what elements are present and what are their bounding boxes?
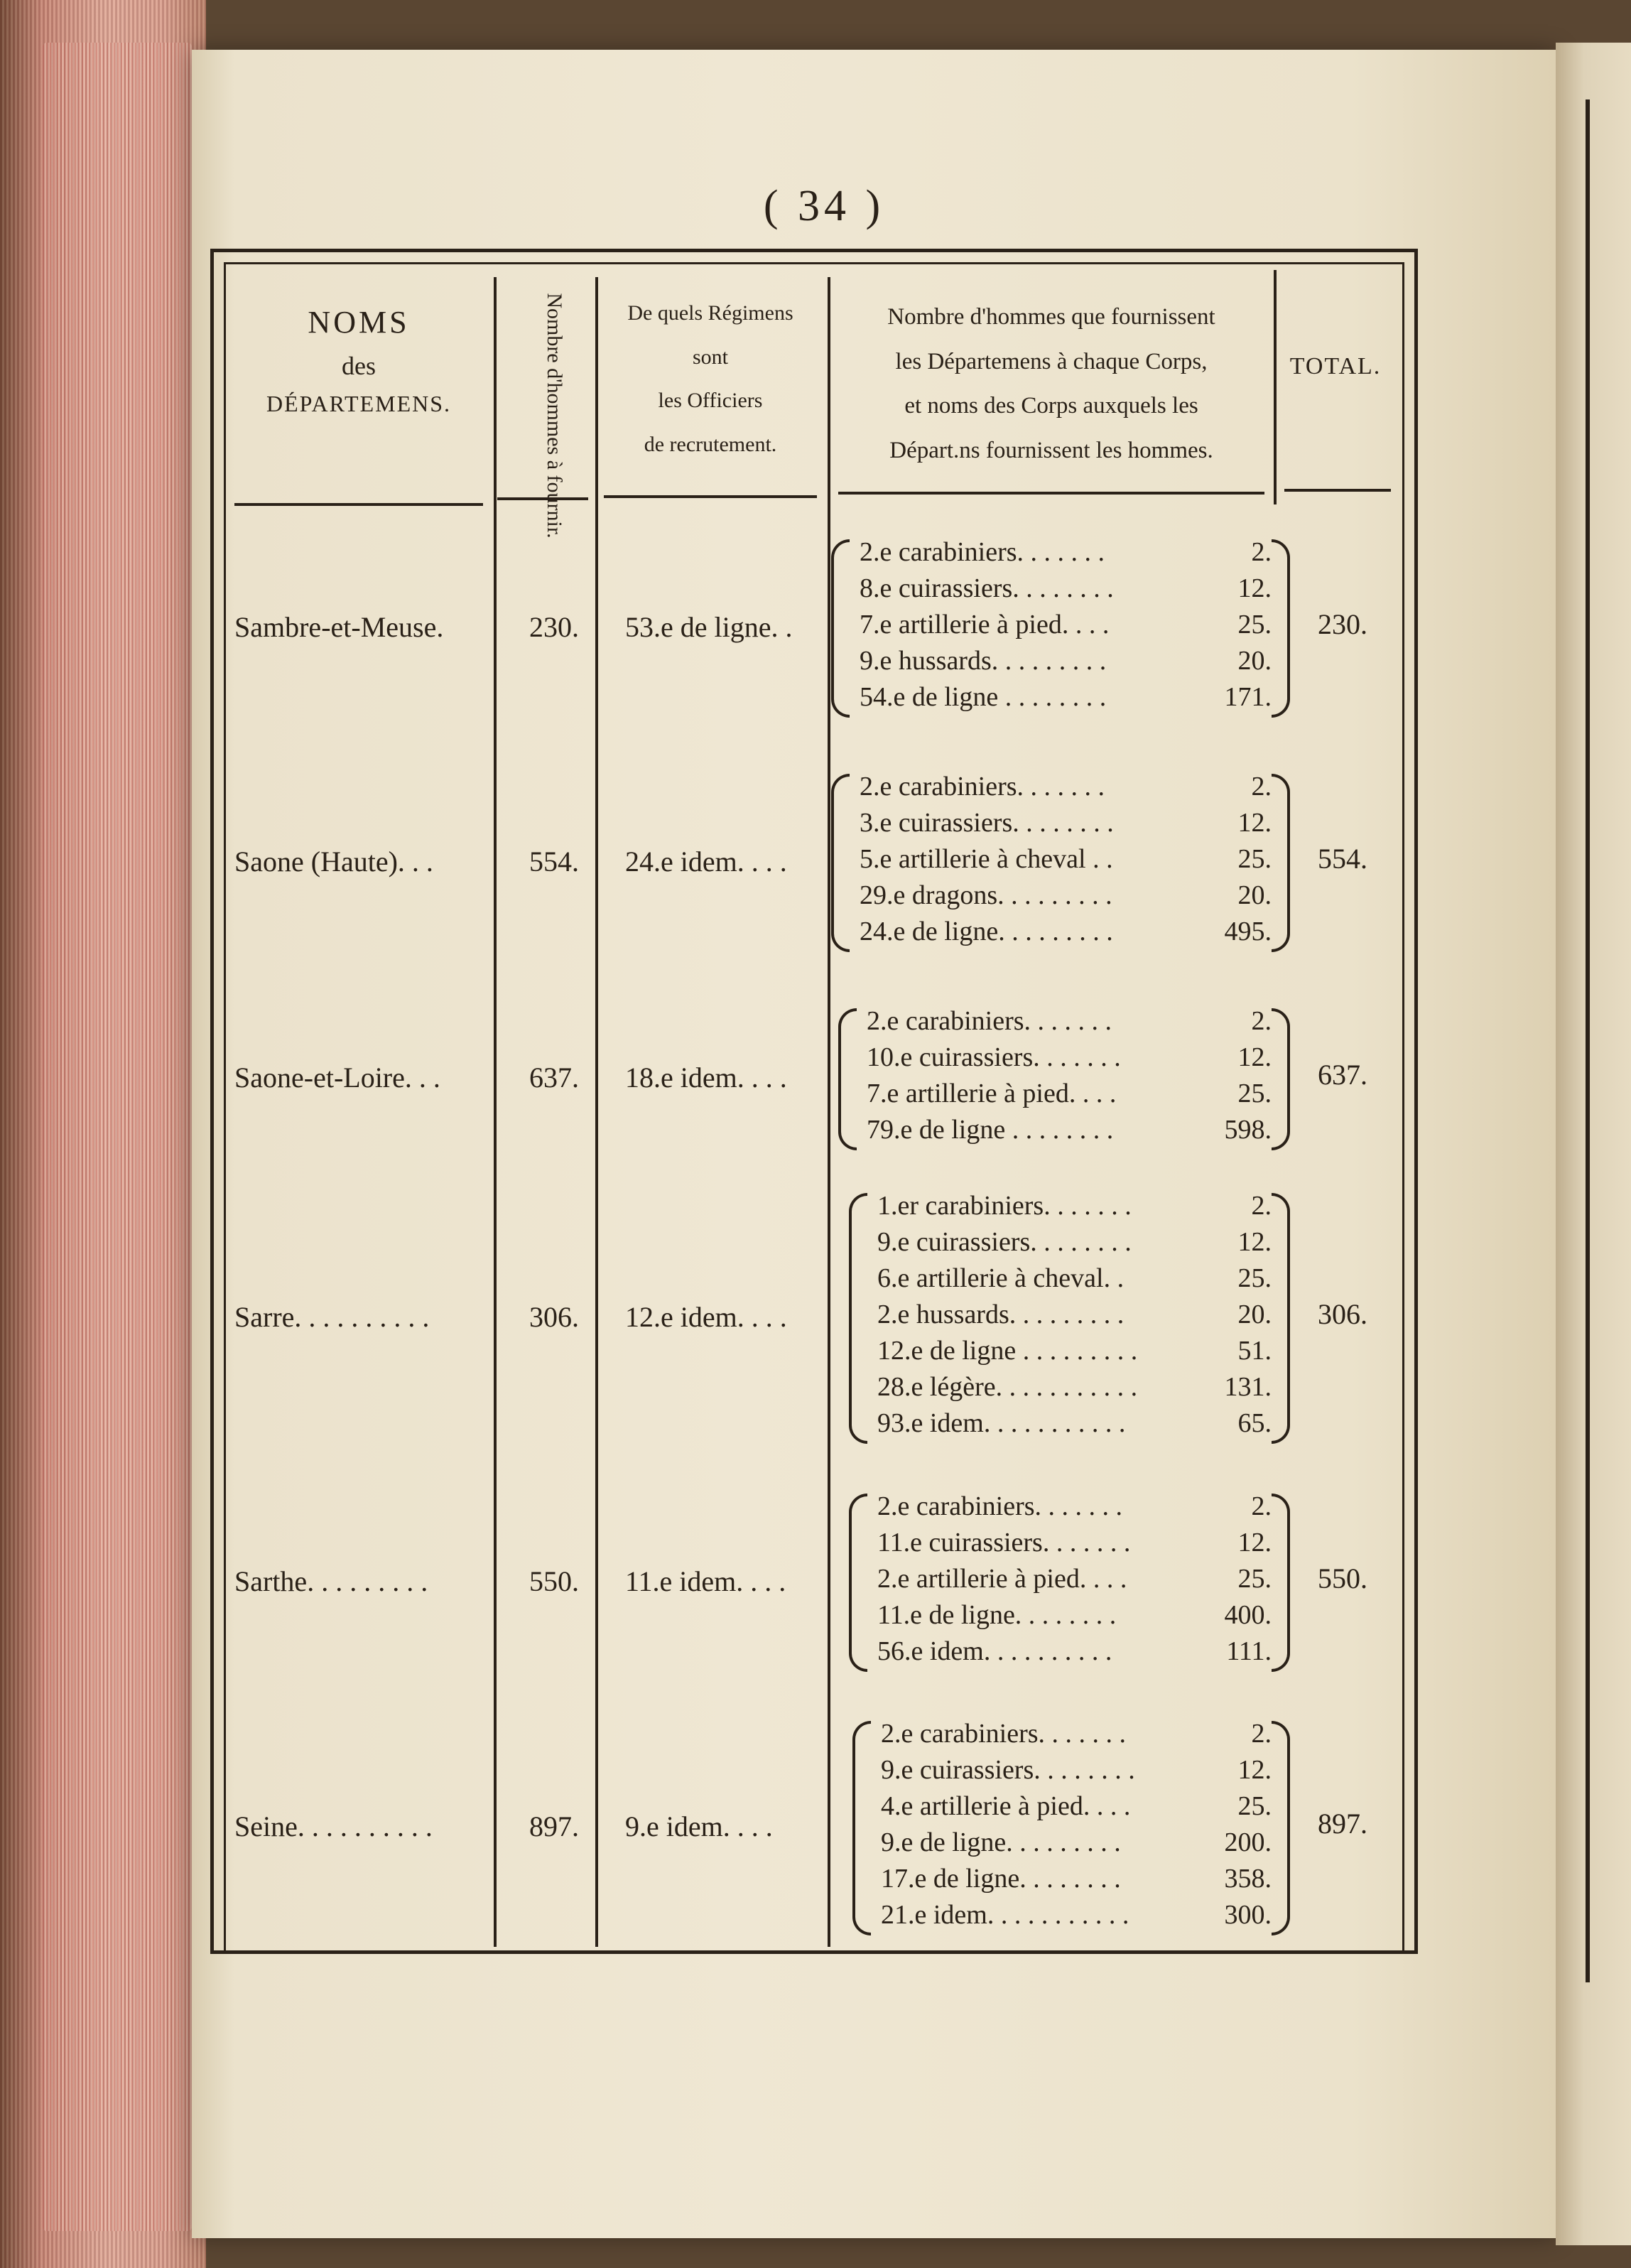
corps-name: 24.e de ligne. . . . . . . . . [860,917,1113,946]
column-rule-4 [1274,270,1277,504]
recruiting-regiment: 18.e idem. . . . [625,1062,787,1094]
men-to-provide: 554. [529,845,579,878]
corps-name: 79.e de ligne . . . . . . . . [867,1115,1114,1145]
corps-count: 2. [1251,1491,1272,1521]
header-rule-total [1284,489,1391,492]
corps-brace-right [1272,774,1290,952]
corps-count: 25. [1237,1263,1272,1293]
corps-name: 2.e hussards. . . . . . . . . [877,1300,1125,1329]
corps-count: 12. [1237,1755,1272,1785]
corps-brace-left [831,539,850,718]
corps-count: 358. [1224,1864,1272,1894]
corps-name: 56.e idem. . . . . . . . . . [877,1636,1112,1666]
corps-count: 131. [1224,1372,1272,1402]
header-total: TOTAL. [1289,353,1382,379]
corps-count: 171. [1224,682,1272,712]
department-name: Seine. . . . . . . . . . [234,1810,433,1842]
corps-name: 54.e de ligne . . . . . . . . [860,682,1107,712]
corps-count: 51. [1237,1336,1272,1366]
corps-name: 3.e cuirassiers. . . . . . . . [860,808,1114,838]
corps-name: 2.e carabiniers. . . . . . . [860,772,1105,801]
row-total: 637. [1318,1059,1367,1091]
corps-count: 12. [1237,808,1272,838]
corps-name: 2.e carabiniers. . . . . . . [860,537,1105,567]
men-to-provide: 230. [529,610,579,643]
corps-name: 8.e cuirassiers. . . . . . . . [860,573,1114,603]
corps-count: 300. [1224,1900,1272,1930]
column-rule-3 [828,277,830,1947]
corps-count: 2. [1251,537,1272,567]
corps-name: 17.e de ligne. . . . . . . . [881,1864,1121,1894]
header-rule-noms [234,503,483,506]
corps-name: 2.e carabiniers. . . . . . . [881,1719,1127,1749]
corps-brace-right [1272,1494,1290,1672]
men-to-provide: 306. [529,1300,579,1333]
corps-name: 2.e artillerie à pied. . . . [877,1564,1127,1594]
corps-name: 4.e artillerie à pied. . . . [881,1791,1131,1821]
header-corps-line-2: les Départemens à chaque Corps, [895,348,1208,374]
recruiting-regiment: 12.e idem. . . . [625,1300,787,1333]
header-noms-title: NOMS [308,305,410,340]
department-name: Sarre. . . . . . . . . . [234,1300,430,1333]
corps-name: 9.e hussards. . . . . . . . . [860,646,1107,676]
recruiting-regiment: 53.e de ligne. . [625,610,793,643]
row-total: 550. [1318,1562,1367,1594]
department-name: Sambre-et-Meuse. [234,610,444,643]
corps-count: 495. [1224,917,1272,946]
header-regimens-line-1: De quels Régimens [627,301,793,325]
corps-name: 28.e légère. . . . . . . . . . . [877,1372,1138,1402]
facing-page-rule [1586,99,1590,1982]
corps-count: 200. [1224,1827,1272,1857]
column-rule-1 [494,277,497,1947]
corps-name: 9.e de ligne. . . . . . . . . [881,1827,1121,1857]
page-edge-texture [43,43,192,2231]
header-regimens-line-4: de recrutement. [644,432,777,456]
row-total: 897. [1318,1808,1367,1840]
book-page-edges [0,0,206,2268]
corps-count: 12. [1237,1042,1272,1072]
corps-brace-left [852,1721,871,1935]
corps-name: 9.e cuirassiers. . . . . . . . [877,1227,1132,1257]
header-corps-line-1: Nombre d'hommes que fournissent [887,304,1215,330]
recruiting-regiment: 11.e idem. . . . [625,1565,786,1597]
header-rule-regimens [604,495,817,498]
corps-name: 10.e cuirassiers. . . . . . . [867,1042,1121,1072]
corps-count: 65. [1237,1408,1272,1438]
corps-name: 12.e de ligne . . . . . . . . . [877,1336,1138,1366]
corps-count: 25. [1237,844,1272,874]
corps-count: 25. [1237,1079,1272,1108]
header-noms-des: des [342,352,376,381]
corps-count: 25. [1237,1791,1272,1821]
header-regimens-line-3: les Officiers [658,389,763,412]
corps-name: 7.e artillerie à pied. . . . [860,610,1110,639]
corps-count: 25. [1237,610,1272,639]
corps-count: 25. [1237,1564,1272,1594]
corps-brace-left [849,1494,867,1672]
row-total: 306. [1318,1297,1367,1330]
corps-name: 2.e carabiniers. . . . . . . [867,1006,1112,1036]
header-corps [831,295,1272,473]
facing-page-edge [1556,43,1631,2245]
corps-name: 93.e idem. . . . . . . . . . . [877,1408,1126,1438]
corps-count: 12. [1237,1227,1272,1257]
row-total: 554. [1318,842,1367,875]
corps-name: 7.e artillerie à pied. . . . [867,1079,1117,1108]
corps-count: 2. [1251,1006,1272,1036]
department-name: Saone-et-Loire. . . [234,1062,440,1094]
header-noms [227,298,490,422]
corps-count: 111. [1226,1636,1272,1666]
corps-brace-right [1272,539,1290,718]
corps-name: 6.e artillerie à cheval. . [877,1263,1125,1293]
page-number: ( 34 ) [763,182,885,230]
row-total: 230. [1318,608,1367,640]
corps-name: 9.e cuirassiers. . . . . . . . [881,1755,1135,1785]
corps-count: 20. [1237,880,1272,910]
corps-count: 12. [1237,573,1272,603]
header-regimens [600,291,820,466]
corps-brace-left [849,1193,867,1444]
corps-count: 400. [1224,1600,1272,1630]
corps-count: 20. [1237,646,1272,676]
corps-name: 1.er carabiniers. . . . . . . [877,1191,1132,1221]
recruiting-regiment: 9.e idem. . . . [625,1810,773,1842]
corps-brace-right [1272,1193,1290,1444]
header-corps-line-3: et noms des Corps auxquels les [904,393,1198,419]
corps-count: 2. [1251,772,1272,801]
corps-brace-right [1272,1721,1290,1935]
corps-count: 12. [1237,1528,1272,1557]
corps-brace-right [1272,1008,1290,1150]
department-name: Saone (Haute). . . [234,845,433,878]
corps-name: 11.e cuirassiers. . . . . . . [877,1528,1131,1557]
header-regimens-line-2: sont [692,345,728,369]
recruiting-regiment: 24.e idem. . . . [625,845,787,878]
corps-count: 2. [1251,1719,1272,1749]
corps-count: 2. [1251,1191,1272,1221]
corps-brace-left [838,1008,857,1150]
men-to-provide: 897. [529,1810,579,1842]
men-to-provide: 550. [529,1565,579,1597]
corps-name: 21.e idem. . . . . . . . . . . [881,1900,1129,1930]
column-rule-2 [595,277,598,1947]
department-name: Sarthe. . . . . . . . . [234,1565,428,1597]
corps-count: 598. [1224,1115,1272,1145]
header-corps-line-4: Départ.ns fournissent les hommes. [889,438,1213,464]
header-noms-departemens: DÉPARTEMENS. [266,390,452,416]
header-rule-corps [838,492,1264,495]
corps-brace-left [831,774,850,952]
men-to-provide: 637. [529,1062,579,1094]
corps-name: 29.e dragons. . . . . . . . . [860,880,1112,910]
corps-name: 5.e artillerie à cheval . . [860,844,1113,874]
corps-name: 11.e de ligne. . . . . . . . [877,1600,1117,1630]
corps-count: 20. [1237,1300,1272,1329]
header-nombre-hommes: Nombre d'hommes à fournir. [543,293,566,539]
corps-name: 2.e carabiniers. . . . . . . [877,1491,1123,1521]
